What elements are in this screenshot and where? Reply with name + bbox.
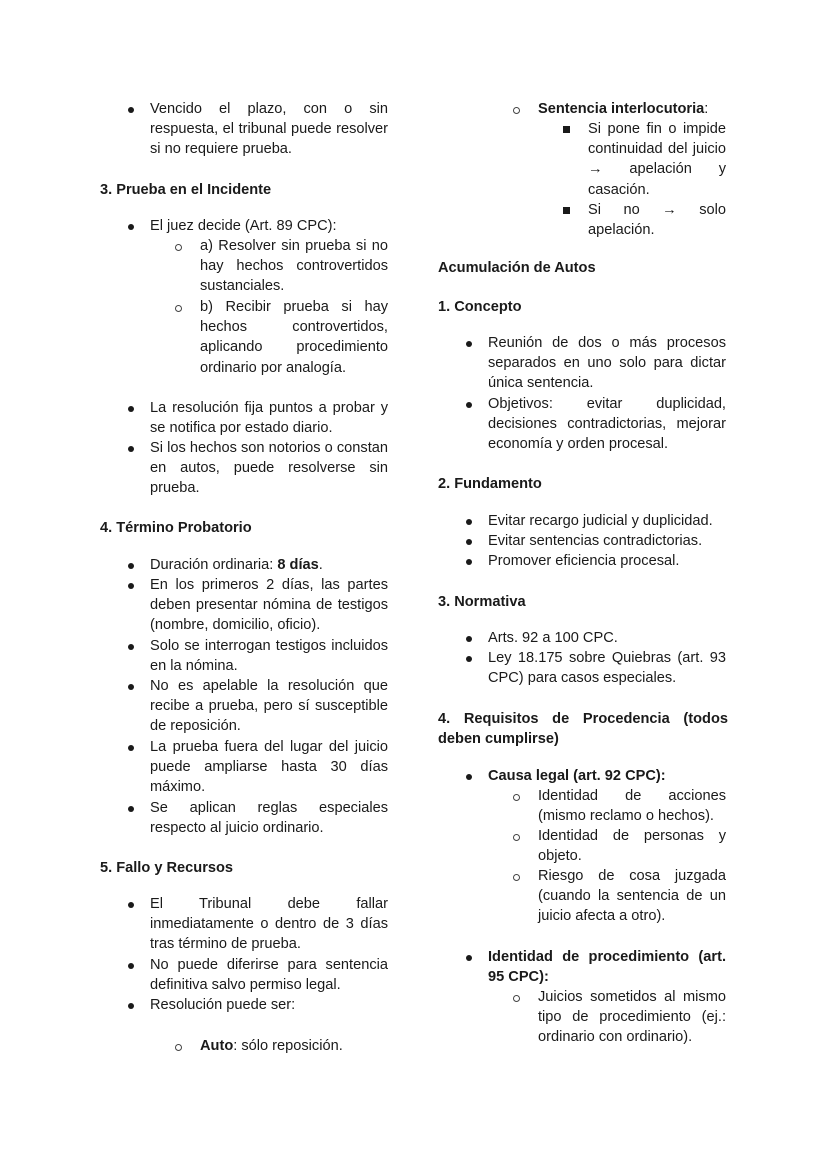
list-item-text: Resolución puede ser: [150, 997, 296, 1013]
bullet-disc-icon [466, 341, 472, 347]
section-heading-prueba-incidente: 3. Prueba en el Incidente [100, 182, 272, 198]
list-item-text: Identidad de acciones (mismo reclamo o hechos). [538, 788, 726, 825]
list-item-text [538, 99, 726, 119]
list-item-text: Identidad de procedimiento (art. 95 CPC): [488, 949, 726, 986]
list-item-text: a) Resolver sin prueba si no hay hechos controvertidos sustanciales. [200, 238, 388, 295]
list-item-text: Se aplican reglas especiales respecto al juicio ordinario. [150, 800, 388, 837]
bullet-disc-icon [128, 224, 134, 230]
bullet-square-icon [563, 126, 570, 133]
list-item-text: Si pone fin o impide continuidad del juicio → apelación y casación. [588, 121, 726, 198]
bullet-disc-icon [128, 963, 134, 969]
bullet-disc-icon [466, 955, 472, 961]
bullet-disc-icon [128, 406, 134, 412]
list-item-text: Causa legal (art. 92 CPC): [488, 768, 666, 784]
bullet-square-icon [563, 207, 570, 214]
section-title-acumulacion-autos: Acumulación de Autos [438, 260, 596, 276]
list-item-text: La prueba fuera del lugar del juicio puede ampliarse hasta 30 días máximo. [150, 739, 388, 796]
list-item-text [150, 555, 388, 575]
bullet-circle-icon [175, 1044, 182, 1051]
bullet-circle-icon [175, 305, 182, 312]
list-item-text [200, 1036, 388, 1056]
bullet-circle-icon [513, 874, 520, 881]
list-item-text: Riesgo de cosa juzgada (cuando la sentencia de un juicio afecta a otro). [538, 868, 726, 925]
list-item-text: Si no → solo apelación. [588, 202, 726, 239]
bullet-circle-icon [175, 244, 182, 251]
bullet-disc-icon [466, 539, 472, 545]
list-item-text: Si los hechos son notorios o constan en autos, puede resolverse sin prueba. [150, 440, 388, 497]
list-item-text: La resolución fija puntos a probar y se notifica por estado diario. [150, 400, 388, 437]
list-item-text: Reunión de dos o más procesos separados en uno solo para dictar única sentencia. [488, 335, 726, 392]
list-item-text: Evitar recargo judicial y duplicidad. [488, 513, 713, 529]
bullet-disc-icon [128, 1003, 134, 1009]
bold-text: Sentencia interlocutoria [538, 101, 705, 117]
list-item-text: No es apelable la resolución que recibe a prueba, pero sí susceptible de reposición. [150, 678, 388, 735]
text: : sólo reposición. [233, 1038, 343, 1054]
bullet-disc-icon [466, 636, 472, 642]
bold-text: 8 días [277, 557, 319, 573]
list-item-text: Evitar sentencias contradictorias. [488, 533, 703, 549]
list-item-text: Arts. 92 a 100 CPC. [488, 630, 618, 646]
bullet-disc-icon [128, 563, 134, 569]
text: Duración ordinaria: [150, 557, 278, 573]
bullet-disc-icon [128, 684, 134, 690]
list-item-text: b) Recibir prueba si hay hechos controvertidos, aplicando procedimiento ordinario por analogía. [200, 299, 388, 376]
list-item-text: Vencido el plazo, con o sin respuesta, el tribunal puede resolver si no requiere prueba. [150, 101, 388, 158]
bullet-disc-icon [466, 519, 472, 525]
bullet-circle-icon [513, 794, 520, 801]
bullet-disc-icon [466, 774, 472, 780]
bullet-disc-icon [466, 402, 472, 408]
list-item-text: El Tribunal debe fallar inmediatamente o dentro de 3 días tras término de prueba. [150, 896, 388, 953]
list-item-text: Ley 18.175 sobre Quiebras (art. 93 CPC) para casos especiales. [488, 650, 726, 687]
section-heading-requisitos: 4. Requisitos de Procedencia (todos deben cumplirse) [438, 711, 728, 748]
section-heading-termino-probatorio: 4. Término Probatorio [100, 520, 252, 536]
bullet-circle-icon [513, 834, 520, 841]
text: . [318, 557, 323, 573]
list-item-text: No puede diferirse para sentencia definitiva salvo permiso legal. [150, 957, 388, 994]
section-heading-normativa: 3. Normativa [438, 594, 526, 610]
text: : [704, 101, 709, 117]
bullet-disc-icon [128, 446, 134, 452]
list-item-text: Identidad de personas y objeto. [538, 828, 726, 865]
bullet-disc-icon [128, 644, 134, 650]
bullet-disc-icon [128, 583, 134, 589]
bullet-circle-icon [513, 995, 520, 1002]
bullet-circle-icon [513, 107, 520, 114]
bullet-disc-icon [466, 559, 472, 565]
section-heading-fallo-recursos: 5. Fallo y Recursos [100, 860, 234, 876]
bold-text: Auto [200, 1038, 234, 1054]
list-item-text: Promover eficiencia procesal. [488, 553, 680, 569]
list-item-text: En los primeros 2 días, las partes deben presentar nómina de testigos (nombre, domicilio, oficio). [150, 577, 388, 634]
list-item-text: El juez decide (Art. 89 CPC): [150, 218, 337, 234]
list-item-text: Juicios sometidos al mismo tipo de procedimiento (ej.: ordinario con ordinario). [538, 989, 726, 1046]
list-item-text: Objetivos: evitar duplicidad, decisiones contradictorias, mejorar economía y orden procesal. [488, 396, 726, 453]
bullet-disc-icon [128, 806, 134, 812]
list-item-text: Solo se interrogan testigos incluidos en la nómina. [150, 638, 388, 675]
section-heading-fundamento: 2. Fundamento [438, 476, 542, 492]
bullet-disc-icon [128, 107, 134, 113]
section-heading-concepto: 1. Concepto [438, 299, 522, 315]
bullet-disc-icon [466, 656, 472, 662]
bullet-disc-icon [128, 902, 134, 908]
bullet-disc-icon [128, 745, 134, 751]
